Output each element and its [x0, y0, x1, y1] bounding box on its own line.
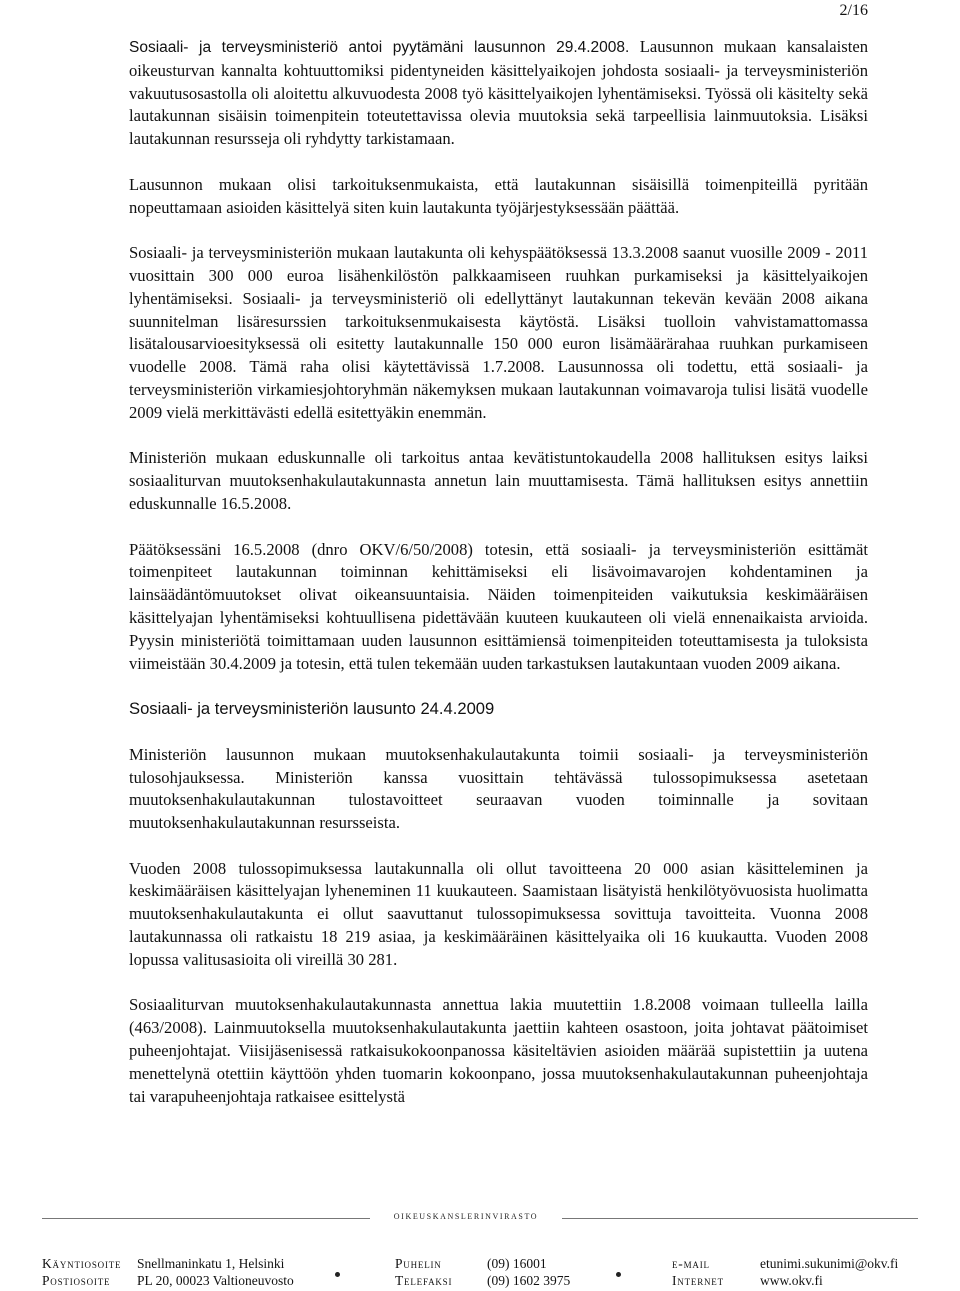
- postal-address-label: Postiosoite: [42, 1273, 111, 1288]
- paragraph-6: Ministeriön lausunnon mukaan muutoksenhakulautakunta toimii sosiaali- ja terveysministeriön tulosohjauksessa. Ministeriön kanssa vuosittain tehtävässä tulossopimuksessa asetetaan muutoksenhakulautakunnan tulostavoitteet seuraavan vuoden toiminnalle ja sovitaan muutoksenhakulautakunnan resursseista.: [129, 744, 868, 833]
- paragraph-4: Ministeriön mukaan eduskunnalle oli tarkoitus antaa kevätistuntokaudella 2008 hallituksen esitys laiksi sosiaaliturvan muutoksenhakulautakunnasta annetun lain muuttamisesta. Tämä hallituksen esitys annettiin eduskunnalle 16.5.2008.: [129, 448, 868, 513]
- phone-label: Puhelin: [395, 1256, 442, 1271]
- section-heading: Sosiaali- ja terveysministeriön lausunto 24.4.2009: [129, 699, 495, 719]
- email-value: etunimi.sukunimi@okv.fi: [760, 1256, 899, 1271]
- internet-label: Internet: [672, 1273, 724, 1288]
- separator-dot-2: [616, 1272, 621, 1277]
- paragraph-2: Lausunnon mukaan olisi tarkoituksenmukaista, että lautakunnan sisäisillä toimenpiteillä pyritään nopeuttamaan asioiden käsittelyä siten kuin lautakunta työjärjestyksessään päättää.: [129, 174, 868, 217]
- postal-address-value: PL 20, 00023 Valtioneuvosto: [137, 1273, 294, 1288]
- document-body: [129, 36, 868, 1131]
- paragraph-1: [129, 36, 868, 151]
- organization-name: oikeuskanslerinvirasto: [393, 1210, 539, 1222]
- phone-value: (09) 16001: [487, 1256, 547, 1271]
- paragraph-1-rest: Lausunnon mukaan kansalaisten oikeusturvan kannalta kohtuuttomiksi pidentyneiden käsittelyaikojen johdosta sosiaali- ja terveysministeriön vakuutusosastolla oli aloitettu alkuvuodesta 2008 työ käsittelyaikojen lyhentämiseksi. Työssä oli käsitelty sekä lautakunnan sisäisin toimenpitein toteutettavissa olevia muutoksia sekä tarpeellisia lainmuutoksia. Lisäksi lautakunnan resursseja oli ryhdytty tarkistamaan.: [129, 37, 868, 149]
- paragraph-1-lead: Sosiaali- ja terveysministeriö antoi pyytämäni lausunnon 29.4.2008.: [129, 39, 630, 56]
- paragraph-3: Sosiaali- ja terveysministeriön mukaan lautakunta oli kehyspäätöksessä 13.3.2008 saanut vuosille 2009 - 2011 vuosittain 300 000 euroa lisähenkilöstön palkkaamiseen ruuhkan purkamiseksi ja käsittelyaikojen lyhentämiseksi. Sosiaali- ja terveysministeriö oli edellyttänyt lautakunnan tekevän kevään 2008 aikana suunnitelman lisäresurssien tarkoituksenmukaisesta käytöstä. Lisäksi tuolloin vahvistamattomassa lisätalousarvioesityksessä oli esitetty lautakunnalle 150 000 euron lisämäärärahaa ruuhkan purkamiseen vuodelle 2008. Tämä raha olisi käytettävissä 1.7.2008. Lausunnossa oli todettu, että sosiaali- ja terveysministeriön virkamiesjohtoryhmän näkemyksen mukaan lautakunnan voimavaroja tulisi lisätä vuodelle 2009 vielä merkittävästi edellä esitettyäkin enemmän.: [129, 243, 868, 422]
- letterhead-footer: [0, 1196, 960, 1291]
- fax-label: Telefaksi: [395, 1273, 453, 1288]
- fax-value: (09) 1602 3975: [487, 1273, 571, 1288]
- email-label: e-mail: [672, 1256, 710, 1271]
- paragraph-5: Päätöksessäni 16.5.2008 (dnro OKV/6/50/2008) totesin, että sosiaali- ja terveysministeriön esittämät toimenpiteet lautakunnan toiminnan kehittämiseksi eli lisävoimavarojen kohdentaminen ja lainsäädäntömuutokset olivat oikeansuuntaisia. Näiden toimenpiteiden vaikutuksia keskimääräisen käsittelyajan lyhentämiseksi kohtuullisena pidettävään kuuteen kuukauteen oli vielä ennenaikaista arvioida. Pyysin ministeriötä toimittamaan uuden lausunnon esittämiensä toimenpiteiden toteuttamisesta ja tuloksista viimeistään 30.4.2009 ja totesin, että tulen tekemään uuden tarkastuksen lautakuntaan vuoden 2009 aikana.: [129, 539, 868, 673]
- footer-divider-right: [562, 1218, 918, 1219]
- visit-address-label: Käyntiosoite: [42, 1256, 122, 1271]
- visit-address-value: Snellmaninkatu 1, Helsinki: [137, 1256, 285, 1271]
- paragraph-8: Sosiaaliturvan muutoksenhakulautakunnasta annettua lakia muutettiin 1.8.2008 voimaan tulleella lailla (463/2008). Lainmuutoksella muutoksenhakulautakunta jaettiin kahteen osastoon, joita johtavat päätoimiset puheenjohtajat. Viisijäsenisessä ratkaisukokoonpanossa käsiteltävien asioiden määrää supistettiin ja uutena menettelynä otettiin käyttöön yhden tuomarin kokoonpano, jossa muutoksenhakulautakunnan puheenjohtaja tai varapuheenjohtaja ratkaisee esittelystä: [129, 995, 868, 1106]
- internet-value: www.okv.fi: [760, 1273, 823, 1288]
- page-number: 2/16: [839, 2, 868, 19]
- paragraph-7: Vuoden 2008 tulossopimuksessa lautakunnalla oli ollut tavoitteena 20 000 asian käsitteleminen ja keskimääräisen käsittelyajan lyheneminen 11 kuukauteen. Saamistaan lisätyistä henkilötyövuosista huolimatta muutoksenhakulautakunta ei ollut saavuttanut tulossopimuksessa sovittuja tavoitteita. Vuonna 2008 lautakunnassa oli ratkaistu 18 219 asiaa, ja keskimääräinen käsittelyaika oli 16 kuukautta. Vuoden 2008 lopussa valitusasioita oli vireillä 30 281.: [129, 858, 868, 969]
- footer-divider-left: [42, 1218, 370, 1219]
- separator-dot-1: [335, 1272, 340, 1277]
